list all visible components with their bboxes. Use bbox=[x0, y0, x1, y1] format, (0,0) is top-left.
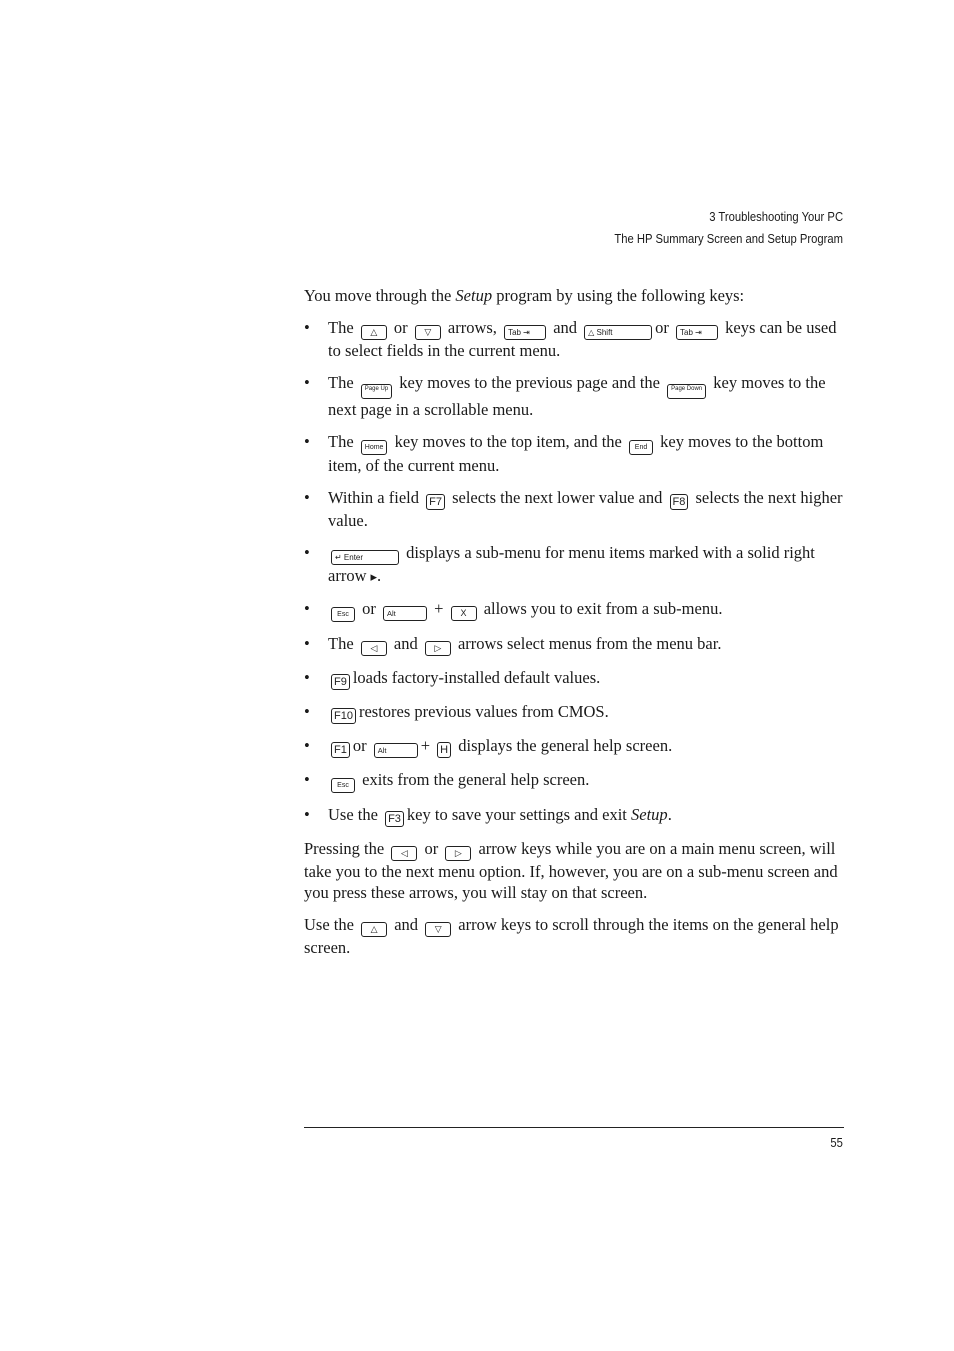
text: arrow keys while you are on a main menu screen, will take you to the next menu option. If, however, you are on a sub-menu screen and you press these arrows, you will stay on that screen. bbox=[304, 839, 838, 902]
chapter-title: 3 Troubleshooting Your PC bbox=[709, 210, 843, 224]
text: key moves to the previous page and the bbox=[399, 373, 660, 392]
f7-key-icon: F7 bbox=[426, 494, 445, 510]
f8-key-icon: F8 bbox=[670, 494, 689, 510]
text: . bbox=[377, 566, 382, 585]
text: arrow keys to scroll through the items on the general help screen. bbox=[304, 915, 839, 957]
text: The bbox=[328, 373, 354, 392]
text: and bbox=[553, 318, 578, 337]
text: arrows, bbox=[447, 318, 497, 337]
list-item bbox=[304, 431, 844, 476]
left-arrow-key-icon: ◁ bbox=[391, 846, 417, 861]
alt-key-icon: Alt bbox=[374, 743, 418, 758]
list-item bbox=[304, 542, 844, 587]
page-content bbox=[304, 285, 844, 969]
text: Within a field bbox=[328, 488, 419, 507]
list-item bbox=[304, 735, 844, 758]
setup-emphasis: Setup bbox=[631, 805, 668, 824]
running-header bbox=[614, 206, 843, 250]
text: Use the bbox=[328, 805, 378, 824]
intro-paragraph bbox=[304, 285, 844, 306]
shift-key-icon: △ Shift bbox=[584, 325, 652, 340]
left-arrow-key-icon: ◁ bbox=[361, 641, 387, 656]
text: The bbox=[328, 634, 354, 653]
right-arrow-key-icon: ▷ bbox=[445, 846, 471, 861]
text: displays the general help screen. bbox=[458, 736, 673, 755]
down-arrow-key-icon: ▽ bbox=[415, 325, 441, 340]
right-arrow-key-icon: ▷ bbox=[425, 641, 451, 656]
text: key moves to the next page in a scrollable menu. bbox=[328, 373, 826, 419]
intro-text: You move through the bbox=[304, 286, 456, 305]
paragraph-arrow-navigation bbox=[304, 838, 844, 903]
h-key-icon: H bbox=[437, 742, 451, 758]
list-item bbox=[304, 633, 844, 656]
text: key moves to the bottom item, of the current menu. bbox=[328, 432, 824, 475]
page-down-key-icon: Page Down bbox=[667, 384, 706, 399]
list-item bbox=[304, 372, 844, 420]
solid-right-arrow-icon: ▸ bbox=[370, 569, 378, 584]
section-title: The HP Summary Screen and Setup Program bbox=[614, 232, 843, 246]
f1-key-icon: F1 bbox=[331, 742, 350, 758]
text: allows you to exit from a sub-menu. bbox=[483, 599, 723, 618]
text: The bbox=[328, 432, 354, 451]
up-arrow-key-icon: △ bbox=[361, 922, 387, 937]
tab-key-icon: Tab ⇥ bbox=[504, 325, 546, 340]
key-list bbox=[304, 317, 844, 827]
text: The bbox=[328, 318, 354, 337]
text: loads factory-installed default values. bbox=[352, 668, 601, 687]
esc-key-icon: Esc bbox=[331, 607, 355, 622]
f3-key-icon: F3 bbox=[385, 811, 404, 827]
text: or bbox=[393, 318, 408, 337]
x-key-icon: X bbox=[451, 606, 477, 621]
text: displays a sub-menu for menu items marked with a solid right arrow bbox=[328, 543, 815, 585]
text: or bbox=[352, 736, 367, 755]
paragraph-help-scroll bbox=[304, 914, 844, 958]
text: key moves to the top item, and the bbox=[394, 432, 622, 451]
text: selects the next lower value and bbox=[452, 488, 663, 507]
text: arrows select menus from the menu bar. bbox=[457, 634, 722, 653]
esc-key-icon: Esc bbox=[331, 778, 355, 793]
end-key-icon: End bbox=[629, 440, 653, 455]
tab-key-icon: Tab ⇥ bbox=[676, 325, 718, 340]
footer-divider bbox=[304, 1127, 844, 1128]
down-arrow-key-icon: ▽ bbox=[425, 922, 451, 937]
list-item bbox=[304, 769, 844, 793]
up-arrow-key-icon: △ bbox=[361, 325, 387, 340]
text: key to save your settings and exit bbox=[406, 805, 627, 824]
list-item bbox=[304, 804, 844, 827]
setup-emphasis: Setup bbox=[455, 286, 493, 305]
list-item bbox=[304, 667, 844, 690]
text: keys can be used to select fields in the current menu. bbox=[328, 318, 837, 360]
list-item bbox=[304, 317, 844, 361]
text: or bbox=[362, 599, 376, 618]
text: and bbox=[393, 634, 418, 653]
text: . bbox=[667, 805, 672, 824]
text: restores previous values from CMOS. bbox=[358, 702, 609, 721]
list-item bbox=[304, 487, 844, 531]
text: and bbox=[394, 915, 419, 934]
text: exits from the general help screen. bbox=[362, 770, 590, 789]
alt-key-icon: Alt bbox=[383, 606, 427, 621]
f9-key-icon: F9 bbox=[331, 674, 350, 690]
enter-key-icon: ↵ Enter bbox=[331, 550, 399, 565]
intro-text-end: program by using the following keys: bbox=[492, 286, 745, 305]
page-up-key-icon: Page Up bbox=[361, 384, 392, 399]
text: selects the next higher value. bbox=[328, 488, 843, 530]
text: or bbox=[655, 318, 669, 337]
text: or bbox=[424, 839, 439, 858]
home-key-icon: Home bbox=[361, 440, 388, 455]
text: + bbox=[420, 736, 431, 755]
text: Pressing the bbox=[304, 839, 385, 858]
text: + bbox=[434, 599, 444, 618]
list-item bbox=[304, 701, 844, 724]
list-item bbox=[304, 598, 844, 622]
page-number: 55 bbox=[830, 1136, 843, 1150]
text: Use the bbox=[304, 915, 354, 934]
f10-key-icon: F10 bbox=[331, 708, 356, 724]
